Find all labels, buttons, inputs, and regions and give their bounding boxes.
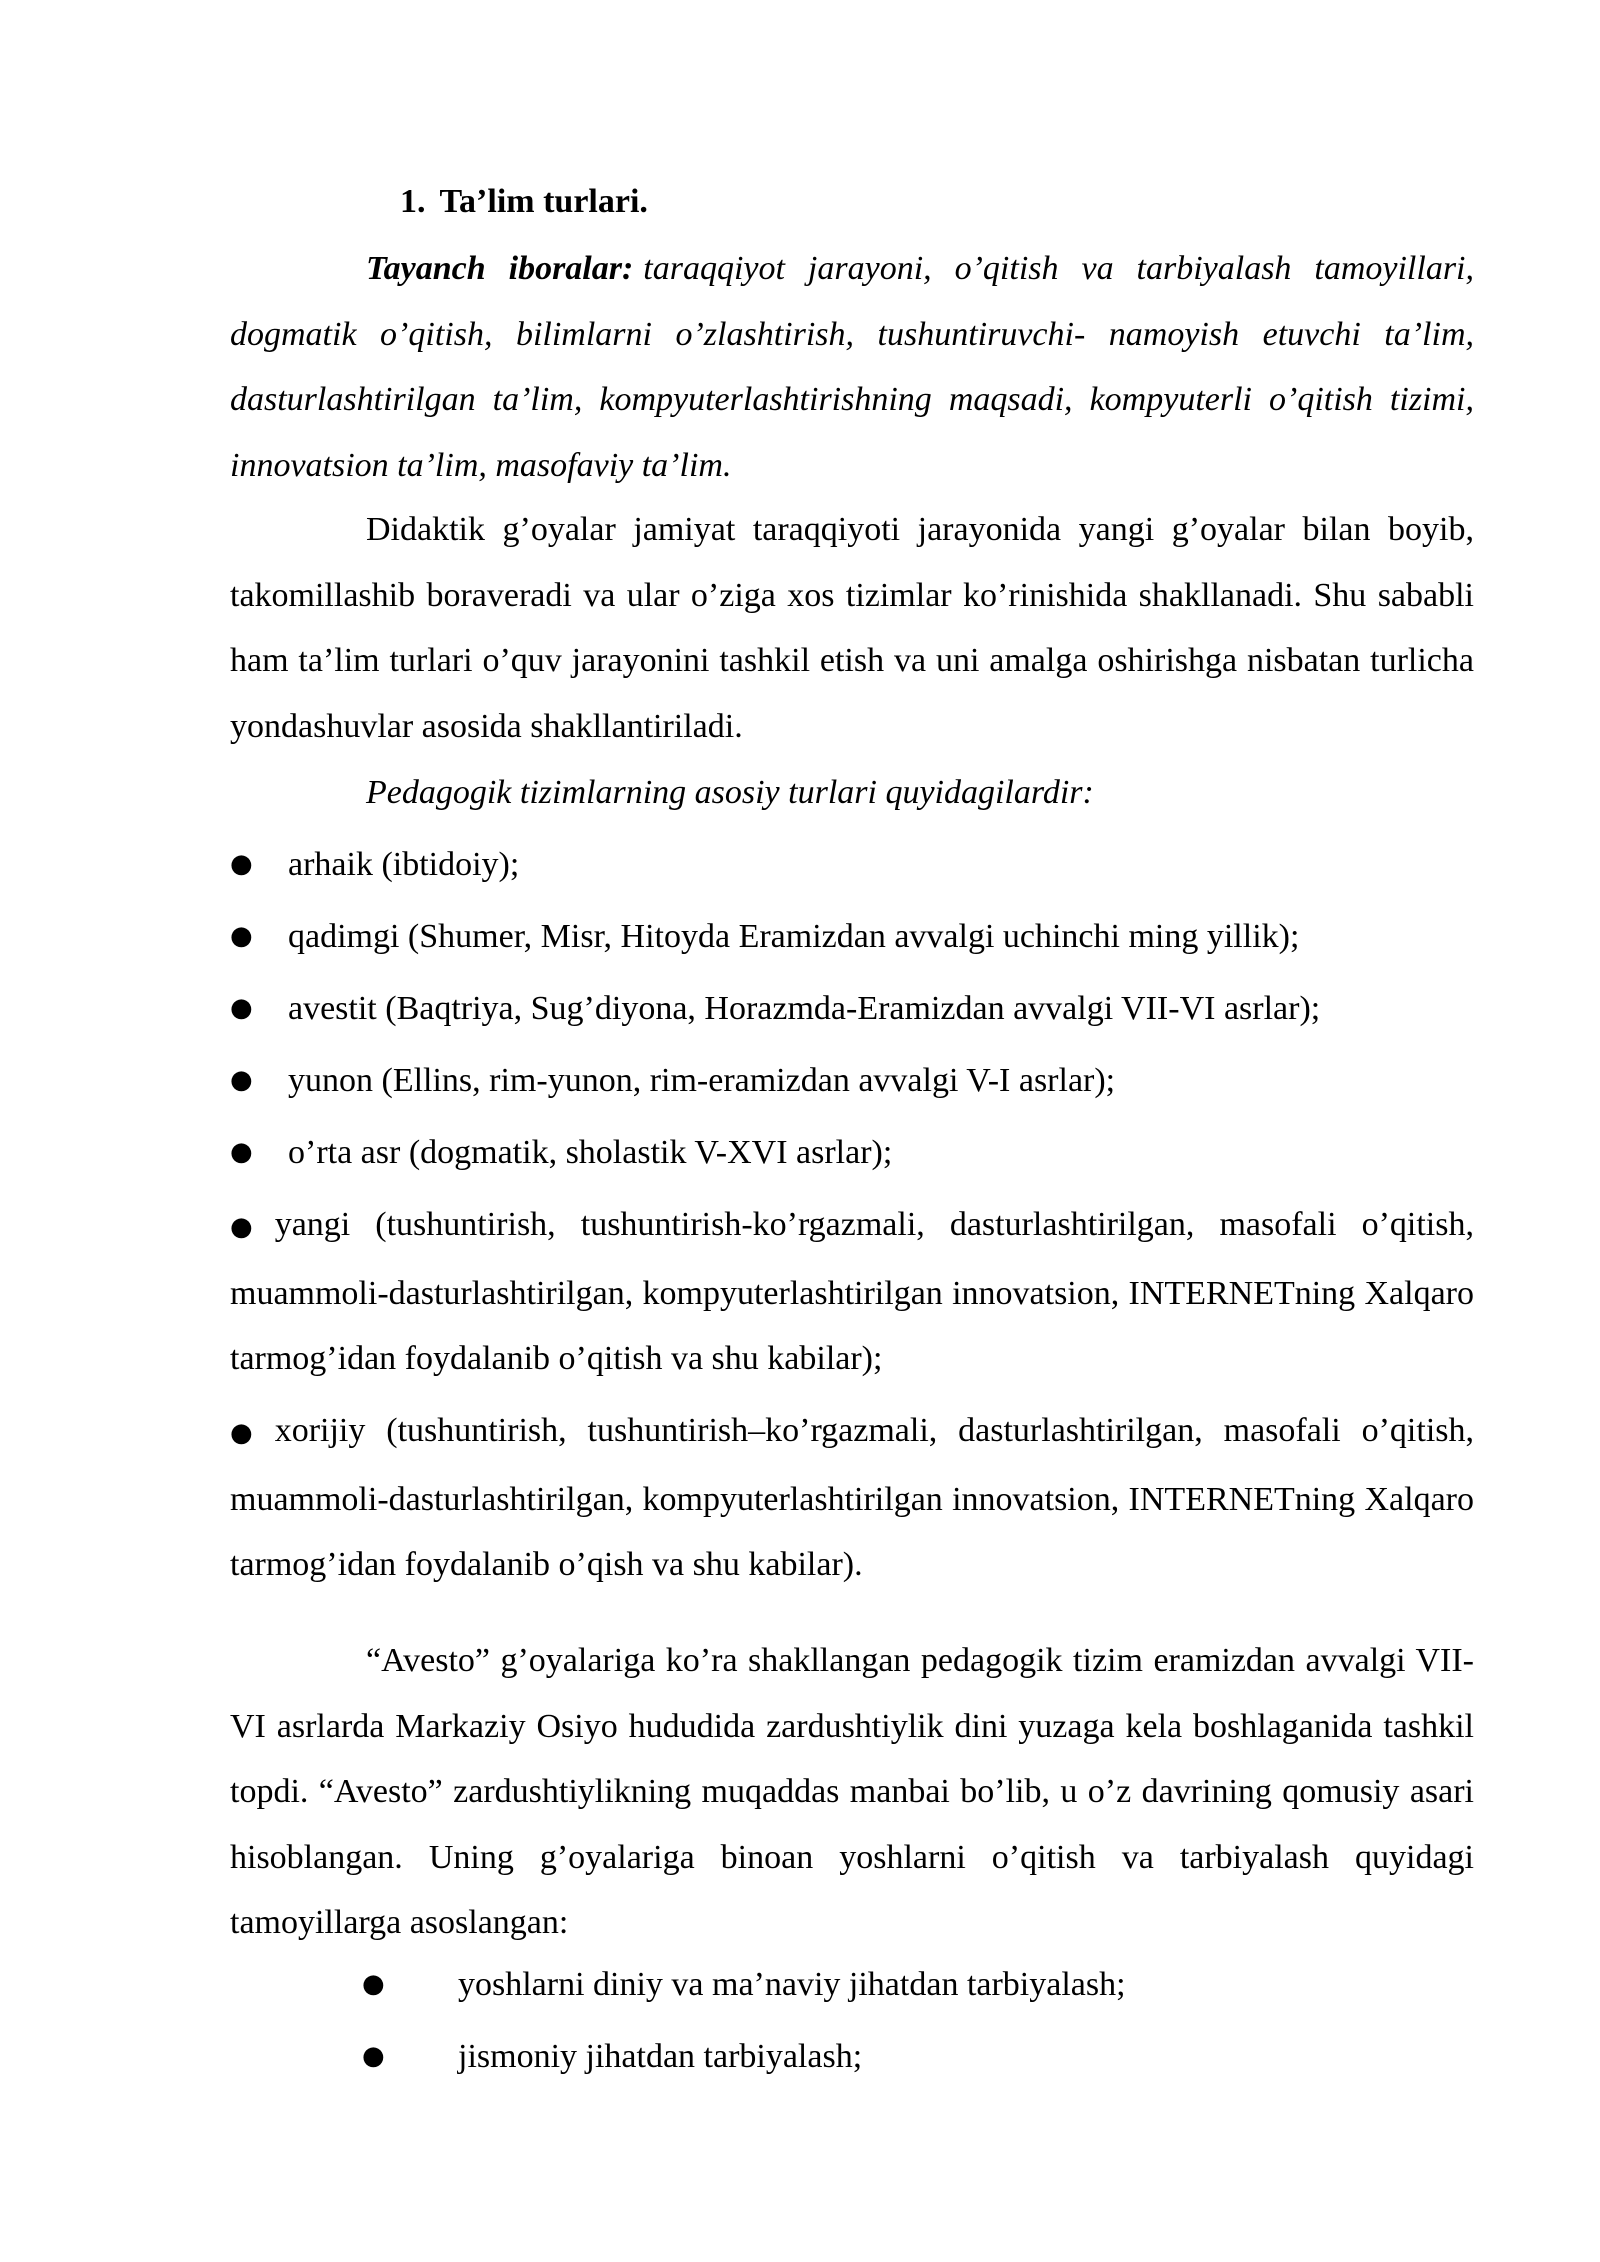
list-item: [230, 832, 1474, 898]
bullet-icon: ●: [230, 849, 253, 879]
list-item: [230, 1048, 1474, 1114]
section-title: Ta’lim turlari.: [439, 183, 648, 220]
keywords-paragraph: [230, 236, 1474, 498]
bullet-icon: ●: [230, 1418, 253, 1448]
section-heading: [400, 178, 648, 226]
list-item-text: o’rta asr (dogmatik, sholastik V-XVI asrlar);: [288, 1134, 893, 1171]
types-intro: Pedagogik tizimlarning asosiy turlari quyidagilardir:: [366, 774, 1094, 811]
bullet-icon: ●: [230, 921, 253, 951]
pedagogical-types-list: [230, 832, 1474, 1604]
paragraph-didactic-ideas: Didaktik g’oyalar jamiyat taraqqiyoti jarayonida yangi g’oyalar bilan boyib, takomillashib boraveradi va ular o’ziga xos tizimlar ko’rinishida shakllanadi. Shu sababli ham ta’lim turlari o’quv jarayonini tashkil etish va uni amalga oshirishga nisbatan turlicha yondashuvlar asosida shakllantiriladi.: [230, 511, 1474, 745]
bullet-icon: ●: [362, 1969, 385, 1999]
list-item: [230, 976, 1474, 1042]
paragraph-avesto: “Avesto” g’oyalariga ko’ra shakllangan pedagogik tizim eramizdan avvalgi VII-VI asrlarda Markaziy Osiyo hududida zardushtiylik dini yuzaga kela boshlaganida tashkil topdi. “Avesto” zardushtiylikning muqaddas manbai bo’lib, u o’z davrining qomusiy asari hisoblangan. Uning g’oyalariga binoan yoshlarni o’qitish va tarbiyalash quyidagi tamoyillarga asoslangan:: [230, 1642, 1474, 1941]
keywords-text: taraqqiyot jarayoni, o’qitish va tarbiyalash tamoyillari, dogmatik o’qitish, bilimlarni o’zlashtirish, tushuntiruvchi- namoyish etuvchi ta’lim, dasturlashtirilgan ta’lim, kompyuterlashtirishning maqsadi, kompyuterli o’qitish tizimi, innovatsion ta’lim, masofaviy ta’lim.: [230, 250, 1474, 484]
principles-list: [362, 1952, 1462, 2096]
list-item-text: qadimgi (Shumer, Misr, Hitoyda Eramizdan avvalgi uchinchi ming yillik);: [288, 918, 1300, 955]
section-number: 1.: [400, 183, 426, 220]
list-item: [230, 1120, 1474, 1186]
list-item-text: yunon (Ellins, rim-yunon, rim-eramizdan avvalgi V-I asrlar);: [288, 1062, 1116, 1099]
list-item: [230, 1192, 1474, 1392]
bullet-icon: ●: [230, 993, 253, 1023]
list-item-text: yoshlarni diniy va ma’naviy jihatdan tarbiyalash;: [458, 1966, 1126, 2003]
list-item: [362, 2024, 1462, 2090]
list-item-text: yangi (tushuntirish, tushuntirish-ko’rgazmali, dasturlashtirilgan, masofali o’qitish, muammoli-dasturlashtirilgan, kompyuterlashtirilgan innovatsion, INTERNETning Xalqaro tarmog’idan foydalanib o’qitish va shu kabilar);: [230, 1206, 1474, 1377]
bullet-icon: ●: [230, 1137, 253, 1167]
keywords-label: Tayanch iboralar:: [366, 250, 634, 287]
list-item-text: arhaik (ibtidoiy);: [288, 846, 520, 883]
bullet-icon: ●: [230, 1212, 253, 1242]
list-item-text: avestit (Baqtriya, Sug’diyona, Horazmda-Eramizdan avvalgi VII-VI asrlar);: [288, 990, 1321, 1027]
list-item: [362, 1952, 1462, 2018]
bullet-icon: ●: [362, 2041, 385, 2071]
list-item-text: xorijiy (tushuntirish, tushuntirish–ko’rgazmali, dasturlashtirilgan, masofali o’qitish, muammoli-dasturlashtirilgan, kompyuterlashtirilgan innovatsion, INTERNETning Xalqaro tarmog’idan foydalanib o’qish va shu kabilar).: [230, 1412, 1474, 1583]
bullet-icon: ●: [230, 1065, 253, 1095]
list-item-text: jismoniy jihatdan tarbiyalash;: [458, 2038, 863, 2075]
list-item: [230, 904, 1474, 970]
list-item: [230, 1398, 1474, 1598]
